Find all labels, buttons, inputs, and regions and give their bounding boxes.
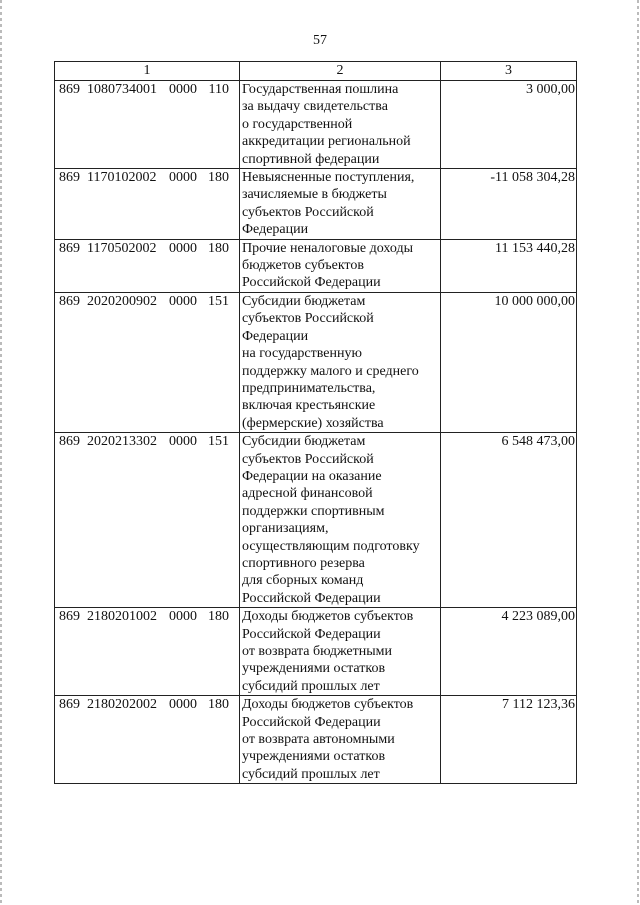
amount-cell: 11 153 440,28	[441, 239, 577, 292]
sub-code: 0000	[169, 293, 197, 309]
sub-code: 0000	[169, 609, 197, 625]
page-number: 57	[313, 33, 327, 48]
sub-code: 0000	[169, 82, 197, 97]
column-header-3: 3	[441, 62, 577, 81]
revenue-name-cell: Прочие неналоговые доходы бюджетов субъектов Российской Федерации	[240, 239, 441, 292]
column-header-1: 1	[55, 62, 240, 81]
classification-code-cell	[55, 608, 240, 696]
scan-edge-right	[637, 0, 639, 905]
admin-code: 869	[59, 240, 80, 256]
amount-cell: 10 000 000,00	[441, 292, 577, 432]
revenue-code: 2180201002	[87, 609, 157, 625]
revenue-name-cell: Субсидии бюджетам субъектов Российской Федерации на государственную поддержку малого и среднего предпринимательства, включая крестьянские (фермерские) хозяйства	[240, 292, 441, 432]
admin-code: 869	[59, 82, 80, 97]
table-header-row	[55, 62, 577, 81]
revenue-code: 2180202002	[87, 697, 157, 713]
kind-code: 180	[208, 240, 229, 256]
table-row	[55, 81, 577, 169]
column-header-2: 2	[240, 62, 441, 81]
revenue-name-cell: Государственная пошлина за выдачу свидетельства о государственной аккредитации региональной спортивной федерации	[240, 81, 441, 169]
classification-code-cell	[55, 81, 240, 169]
table-row	[55, 169, 577, 240]
revenue-name-cell: Невыясненные поступления, зачисляемые в бюджеты субъектов Российской Федерации	[240, 169, 441, 240]
table-row	[55, 292, 577, 432]
classification-code-cell	[55, 433, 240, 608]
kind-code: 110	[208, 82, 229, 97]
kind-code: 180	[208, 609, 229, 625]
classification-code-cell	[55, 239, 240, 292]
sub-code: 0000	[169, 697, 197, 713]
revenue-code: 1170502002	[87, 240, 157, 256]
amount-cell: 6 548 473,00	[441, 433, 577, 608]
revenue-name-cell: Доходы бюджетов субъектов Российской Федерации от возврата бюджетными учреждениями остатков субсидий прошлых лет	[240, 608, 441, 696]
kind-code: 180	[208, 170, 229, 186]
admin-code: 869	[59, 170, 80, 186]
revenue-code: 2020213302	[87, 434, 157, 450]
admin-code: 869	[59, 697, 80, 713]
revenue-code: 1080734001	[87, 82, 157, 97]
admin-code: 869	[59, 609, 80, 625]
revenue-name-cell: Субсидии бюджетам субъектов Российской Федерации на оказание адресной финансовой поддержки спортивным организациям, осуществляющим подготовку спортивного резерва для сборных команд Российской Федерации	[240, 433, 441, 608]
kind-code: 151	[208, 293, 229, 309]
amount-cell: 4 223 089,00	[441, 608, 577, 696]
admin-code: 869	[59, 434, 80, 450]
sub-code: 0000	[169, 240, 197, 256]
kind-code: 180	[208, 697, 229, 713]
amount-cell: 7 112 123,36	[441, 696, 577, 784]
revenue-code: 1170102002	[87, 170, 157, 186]
table-body	[55, 81, 577, 784]
table-row	[55, 433, 577, 608]
table-row	[55, 696, 577, 784]
table-row	[55, 608, 577, 696]
amount-cell: 3 000,00	[441, 81, 577, 169]
kind-code: 151	[208, 434, 229, 450]
sub-code: 0000	[169, 170, 197, 186]
sub-code: 0000	[169, 434, 197, 450]
classification-code-cell	[55, 696, 240, 784]
admin-code: 869	[59, 293, 80, 309]
table-row	[55, 239, 577, 292]
revenue-table	[54, 61, 577, 784]
scan-edge-left	[0, 0, 2, 905]
amount-cell: -11 058 304,28	[441, 169, 577, 240]
revenue-code: 2020200902	[87, 293, 157, 309]
revenue-name-cell: Доходы бюджетов субъектов Российской Федерации от возврата автономными учреждениями остатков субсидий прошлых лет	[240, 696, 441, 784]
classification-code-cell	[55, 292, 240, 432]
classification-code-cell	[55, 169, 240, 240]
